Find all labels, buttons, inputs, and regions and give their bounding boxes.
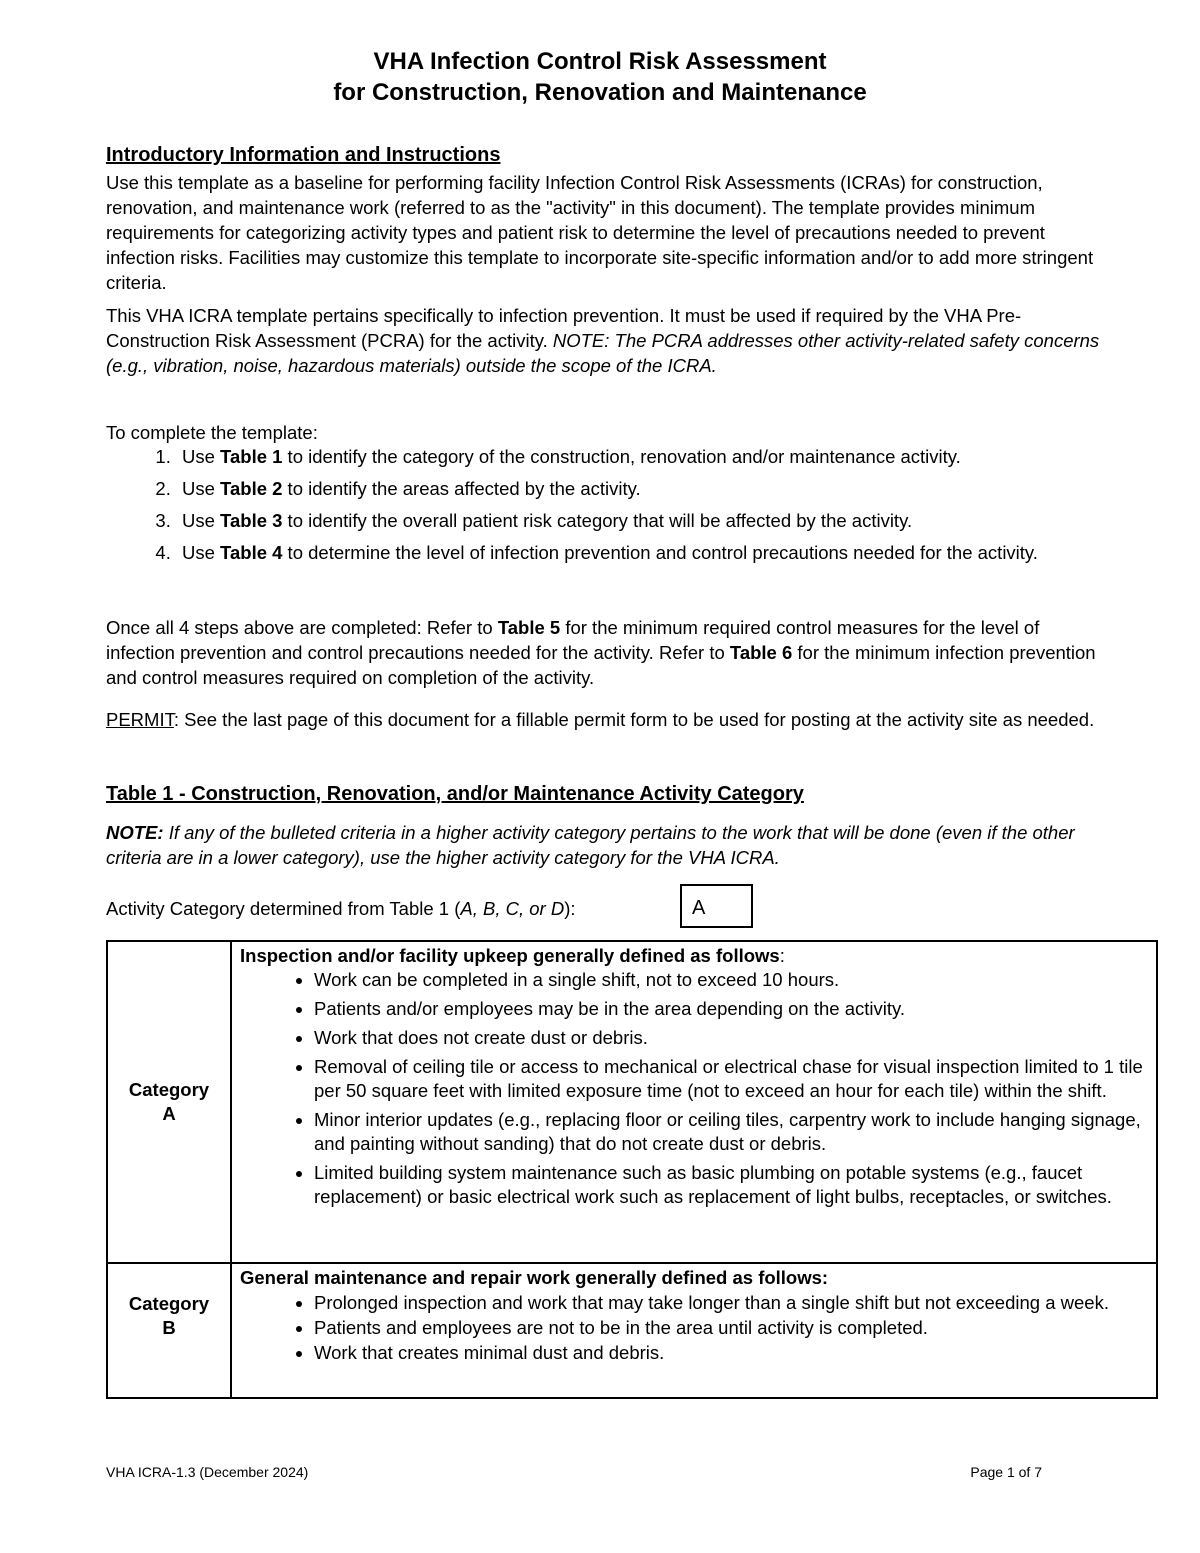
footer-page-number: Page 1 of 7 <box>970 1464 1042 1480</box>
step-text: to identify the overall patient risk category that will be affected by the activity. <box>282 510 913 531</box>
text: ): <box>564 898 576 919</box>
step-item <box>176 509 1116 533</box>
permit-text: : See the last page of this document for a fillable permit form to be used for posting at the activity site as needed. <box>173 709 1095 730</box>
activity-category-field[interactable]: A <box>680 884 753 928</box>
text: : <box>779 945 785 966</box>
activity-category-table <box>106 940 1158 1399</box>
steps-list <box>106 445 1116 573</box>
criteria-list <box>240 1290 1148 1365</box>
category-letter: B <box>162 1317 176 1338</box>
description-cell <box>231 1263 1157 1398</box>
table1-heading: Table 1 - Construction, Renovation, and/or Maintenance Activity Category <box>106 783 804 805</box>
table-ref: Table 5 <box>497 617 561 638</box>
criteria-list <box>240 968 1148 1209</box>
text: Activity Category determined from Table 1 ( <box>106 898 461 919</box>
intro-paragraph-1: Use this template as a baseline for performing facility Infection Control Risk Assessments (ICRAs) for construction, renovation, and maintenance work (referred to as the "activity" in this document). The template provides minimum requirements for categorizing activity types and patient risk to determine the level of precautions needed to prevent infection risks. Facilities may customize this template to incorporate site-specific information and/or to add more stringent criteria. <box>106 172 1094 293</box>
category-label: Category <box>128 1079 210 1100</box>
list-item: • Prolonged inspection and work that may take longer than a single shift but not exceeding a week. <box>314 1290 1148 1315</box>
note-text: If any of the bulleted criteria in a higher activity category pertains to the work that will be done (even if the other criteria are in a lower category), use the higher activity category for the VHA ICRA. <box>106 822 1075 868</box>
title-line-2: for Construction, Renovation and Maintenance <box>333 79 867 106</box>
list-item: • Work can be completed in a single shift, not to exceed 10 hours. <box>314 968 1148 992</box>
table-ref: Table 6 <box>729 642 793 663</box>
step-table-ref: Table 2 <box>220 478 283 499</box>
p2-text: This VHA ICRA template pertains specifically to infection prevention. It must be used if required by the VHA Pre-Construction Risk Assessment (PCRA) for the activity. <box>106 305 1022 351</box>
step-text: to determine the level of infection prevention and control precautions needed for the activity. <box>282 542 1038 563</box>
list-item: • Limited building system maintenance such as basic plumbing on potable systems (e.g., faucet replacement) or basic electrical work such as replacement of light bulbs, receptacles, or switches. <box>314 1161 1148 1209</box>
table-row <box>107 941 1157 1263</box>
permit-paragraph <box>106 707 1106 732</box>
category-label: Category <box>128 1293 210 1314</box>
step-text: to identify the category of the construction, renovation and/or maintenance activity. <box>282 446 961 467</box>
list-item: • Work that does not create dust or debris. <box>314 1026 1148 1050</box>
category-cell <box>107 941 231 1263</box>
step-text: Use <box>182 478 221 499</box>
permit-label: PERMIT <box>106 709 174 730</box>
description-cell <box>231 941 1157 1263</box>
list-item: • Work that creates minimal dust and debris. <box>314 1340 1148 1365</box>
table1-note <box>106 820 1106 870</box>
step-table-ref: Table 3 <box>220 510 283 531</box>
once-completed-paragraph <box>106 615 1106 690</box>
activity-category-label <box>106 896 1106 921</box>
table-row <box>107 1263 1157 1398</box>
title-line-1: VHA Infection Control Risk Assessment <box>373 48 827 75</box>
step-table-ref: Table 4 <box>220 542 283 563</box>
step-table-ref: Table 1 <box>220 446 283 467</box>
document-title <box>0 46 1200 108</box>
list-item: • Patients and employees are not to be in the area until activity is completed. <box>314 1315 1148 1340</box>
step-item <box>176 477 1116 501</box>
intro-heading: Introductory Information and Instructions <box>106 144 501 166</box>
p2-note: NOTE: The PCRA addresses other activity-related safety concerns (e.g., vibration, noise, hazardous materials) outside the scope of the ICRA. <box>106 330 1100 376</box>
row-header: Inspection and/or facility upkeep generally defined as follows <box>240 945 780 966</box>
text: Once all 4 steps above are completed: Refer to <box>106 617 498 638</box>
text: A, B, C, or D <box>460 898 565 919</box>
step-text: Use <box>182 446 221 467</box>
category-letter: A <box>162 1103 176 1124</box>
step-item <box>176 445 1116 469</box>
list-item: • Patients and/or employees may be in the area depending on the activity. <box>314 997 1148 1021</box>
step-item <box>176 541 1116 565</box>
list-item: • Removal of ceiling tile or access to mechanical or electrical chase for visual inspection limited to 1 tile per 50 square feet with limited exposure time (not to exceed an hour for each tile) within the shift. <box>314 1055 1148 1103</box>
intro-paragraph-2 <box>106 303 1106 378</box>
category-cell <box>107 1263 231 1398</box>
step-text: Use <box>182 510 221 531</box>
row-header: General maintenance and repair work generally defined as follows: <box>240 1267 829 1288</box>
footer-version: VHA ICRA-1.3 (December 2024) <box>106 1464 309 1480</box>
text: for the minimum required control measures for the level of infection prevention and control precautions needed for the activity. Refer to <box>106 617 1040 663</box>
step-text: Use <box>182 542 221 563</box>
list-item: • Minor interior updates (e.g., replacing floor or ceiling tiles, carpentry work to include hanging signage, and painting without sanding) that do not create dust or debris. <box>314 1108 1148 1156</box>
text: for the minimum infection prevention and control measures required on completion of the activity. <box>106 642 1096 688</box>
to-complete-label: To complete the template: <box>106 422 318 443</box>
step-text: to identify the areas affected by the activity. <box>282 478 641 499</box>
note-label: NOTE: <box>106 822 164 843</box>
